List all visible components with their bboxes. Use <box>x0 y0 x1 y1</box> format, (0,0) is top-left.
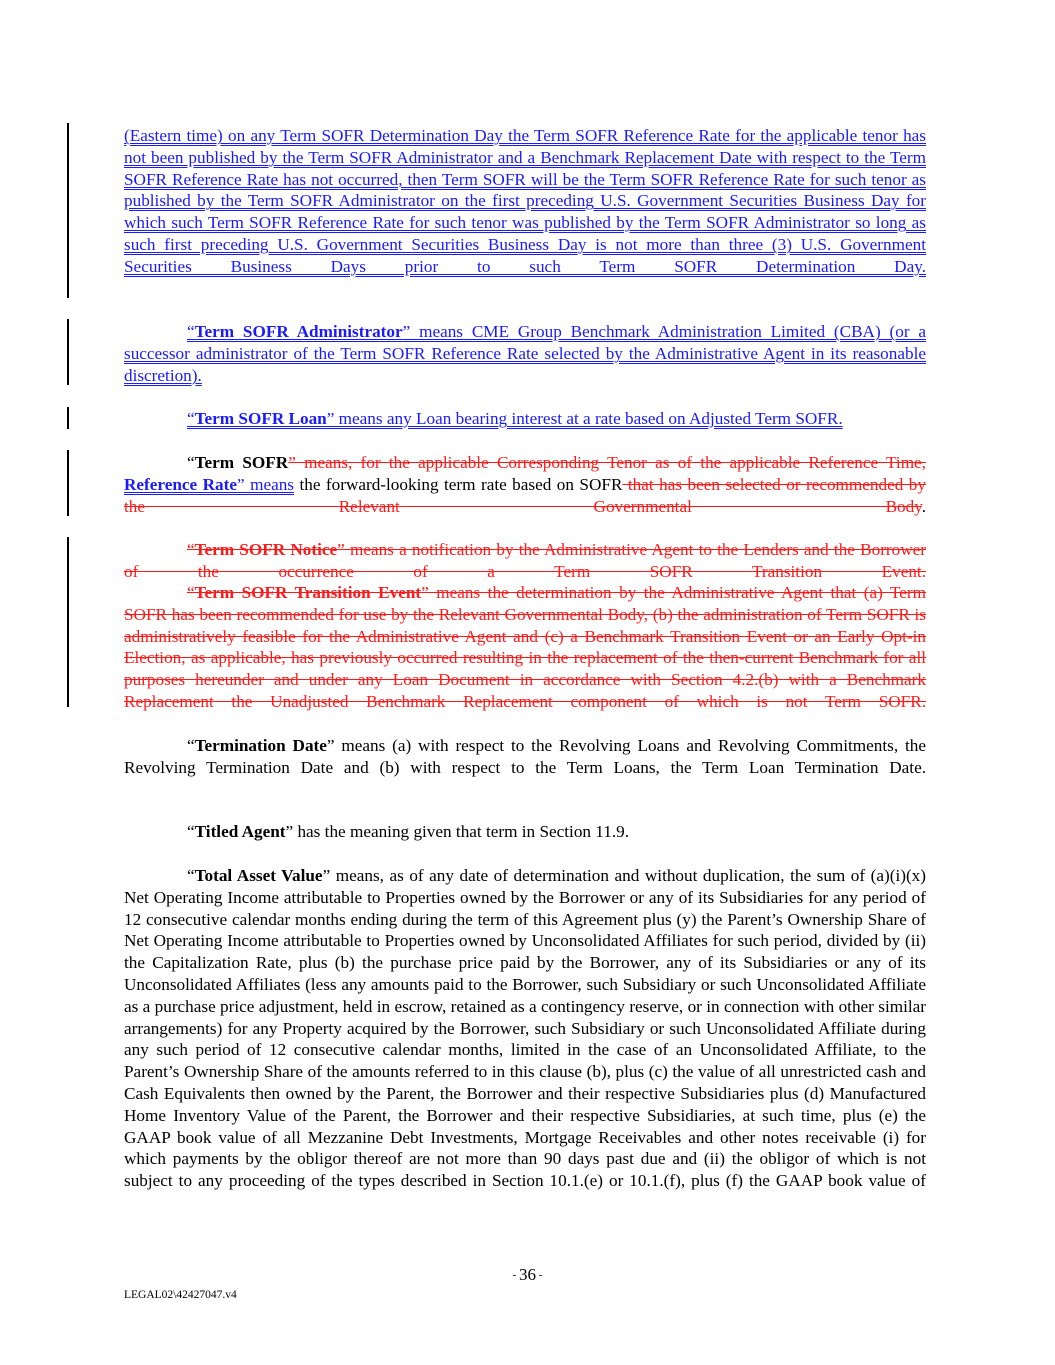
definition-text: ” means any Loan bearing interest at a rate based on Adjusted Term SOFR. <box>326 409 843 428</box>
open-quote: “ <box>187 322 195 341</box>
defined-term: Term SOFR Transition Event <box>194 583 422 602</box>
change-bar <box>67 123 69 298</box>
page-number <box>0 1265 1055 1285</box>
term-sofr-continuation-paragraph <box>124 125 926 299</box>
definition-titled-agent <box>124 821 926 843</box>
definition-text: ” means a notification by the Administrative Agent to the Lenders and the Borrower of the occurrence of a Term SOFR Transition Event. <box>124 540 927 581</box>
definition-term-sofr-administrator <box>124 321 926 408</box>
page-dash-right: - <box>536 1269 543 1281</box>
open-quote: “ <box>187 583 195 602</box>
definition-text: the forward-looking term rate based on SOFR <box>293 474 623 494</box>
open-quote: “ <box>187 409 195 428</box>
page-number-value: 36 <box>519 1265 536 1284</box>
document-id: LEGAL02\42427047.v4 <box>124 1289 237 1301</box>
defined-term: Titled Agent <box>194 822 286 841</box>
inserted-text <box>187 409 843 428</box>
inserted-text: (Eastern time) on any Term SOFR Determination Day the Term SOFR Reference Rate for the applicable tenor has not been published by the Term SOFR Administrator and a Benchmark Replacement Date with respect to the Term SOFR Reference Rate has not occurred, then Term SOFR will be the Term SOFR Reference Rate for such tenor as published by the Term SOFR Administrator on the first preceding U.S. Government Securities Business Day for which such Term SOFR Reference Rate for such tenor was published by the Term SOFR Administrator so long as such first preceding U.S. Government Securities Business Day is not more than three (3) U.S. Government Securities Business Days prior to such Term SOFR Determination Day. <box>124 126 926 276</box>
inserted-means: ” means <box>236 474 294 494</box>
change-bar <box>67 450 69 516</box>
open-quote: “ <box>187 540 195 559</box>
open-quote: “ <box>187 866 195 885</box>
open-quote: “ <box>187 736 195 755</box>
definition-text: ” means, as of any date of determination and without duplication, the sum of (a)(i)(x) Net Operating Income attributable to Properties owned by the Borrower or any of its Subsidiaries for any period of 12 consecutive calendar months ending during the term of this Agreement plus (y) the Parent’s Ownership Share of Net Operating Income attributable to Properties owned by Unconsolidated Affiliates for such period, divided by (ii) the Capitalization Rate, plus (b) the purchase price paid by the Borrower, any of its Subsidiaries or any of its Unconsolidated Affiliates (less any amounts paid to the Borrower, such Subsidiary or such Unconsolidated Affiliate as a purchase price adjustment, held in escrow, retained as a contingency reserve, or in connection with other similar arrangements) for any Property acquired by the Borrower, such Subsidiary or such Unconsolidated Affiliate during any such period of 12 consecutive calendar months, limited in the case of an Unconsolidated Affiliate, to the Parent’s Ownership Share of the amounts referred to in this clause (b), plus (c) the value of all unrestricted cash and Cash Equivalents then owned by the Parent, the Borrower and their respective Subsidiaries plus (d) Manufactured Home Inventory Value of the Parent, the Borrower and their respective Subsidiaries, at such time, plus (e) the GAAP book value of all Mezzanine Debt Investments, Mortgage Receivables and other notes receivable (i) for which payments by the obligor thereof are not more than 90 days past due and (ii) the obligor of which is not subject to any proceeding of the types described in Section 10.1.(e) or 10.1.(f), plus (f) the GAAP book value of <box>124 866 927 1191</box>
defined-term: Term SOFR <box>194 453 289 472</box>
change-bar <box>67 407 69 429</box>
defined-term: Term SOFR Notice <box>194 540 338 559</box>
inserted-term: Reference Rate <box>124 474 237 494</box>
change-bar <box>67 537 69 707</box>
period: . <box>921 496 926 516</box>
definition-total-asset-value <box>124 865 926 1214</box>
definition-text: ” has the meaning given that term in Section 11.9. <box>285 822 630 841</box>
definition-text: ” means CME Group Benchmark Administration Limited (CBA) (or a successor administrator of the Term SOFR Reference Rate selected by the Administrative Agent in its reasonable discretion). <box>124 322 926 385</box>
change-bar <box>67 319 69 385</box>
defined-term: Term SOFR Loan <box>194 409 327 428</box>
definition-term-sofr <box>124 452 926 539</box>
defined-term: Term SOFR Administrator <box>194 322 403 341</box>
deleted-text <box>124 583 926 711</box>
deleted-text: that has been selected or recommended by the Relevant Governmental Body <box>124 474 926 516</box>
defined-term: Total Asset Value <box>194 866 323 885</box>
page-dash-left: - <box>512 1269 519 1281</box>
open-quote: “ <box>187 453 195 472</box>
open-quote: “ <box>187 822 195 841</box>
deleted-text <box>124 540 926 581</box>
deleted-text: ” means, for the applicable Corresponding Tenor as of the applicable Reference Time, <box>288 453 926 472</box>
defined-term: Termination Date <box>194 736 327 755</box>
definition-term-sofr-transition-event <box>124 582 926 735</box>
definition-term-sofr-loan <box>124 408 926 430</box>
definition-termination-date <box>124 735 926 800</box>
inserted-text <box>124 475 294 494</box>
definition-text: ” means (a) with respect to the Revolving Loans and Revolving Commitments, the Revolving Termination Date and (b) with respect to the Term Loans, the Term Loan Termination Date. <box>124 736 926 777</box>
definition-text: ” means the determination by the Administrative Agent that (a) Term SOFR has been recommended for use by the Relevant Governmental Body, (b) the administration of Term SOFR is administratively feasible for the Administrative Agent and (c) a Benchmark Transition Event or an Early Opt-in Election, as applicable, has previously occurred resulting in the replacement of the then-current Benchmark for all purposes hereunder and under any Loan Document in accordance with Section 4.2.(b) with a Benchmark Replacement the Unadjusted Benchmark Replacement component of which is not Term SOFR. <box>124 583 926 711</box>
inserted-text <box>124 322 926 385</box>
